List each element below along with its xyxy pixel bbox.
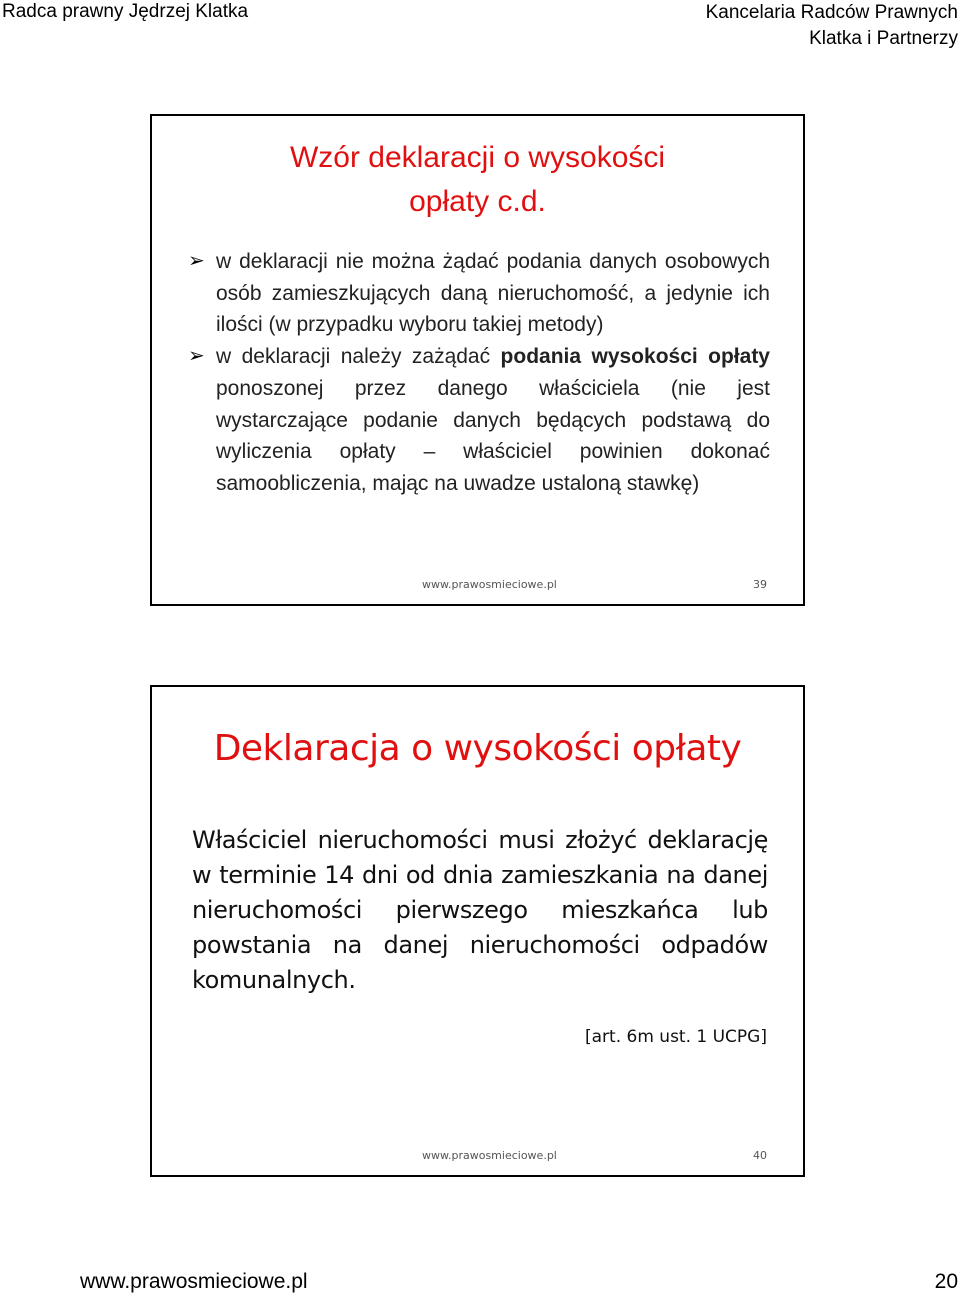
slide-title — [152, 136, 803, 224]
bullet-text-pre: w deklaracji należy zażądać — [216, 345, 501, 369]
arrow-bullet-icon: ➢ — [188, 345, 205, 368]
arrow-bullet-icon: ➢ — [188, 250, 205, 272]
slide-39 — [150, 114, 805, 606]
header-firm — [706, 0, 958, 52]
list-item — [188, 341, 770, 500]
bullet-text: w deklaracji nie można żądać podania danych osobowych osób zamieszkujących daną nieruchomość, a jedynie ich ilości (w przypadku wyboru takiej metody) — [216, 250, 770, 337]
slide-url: www.prawosmieciowe.pl — [422, 1149, 557, 1162]
header-author: Radca prawny Jędrzej Klatka — [2, 1, 249, 22]
slide-page-number: 39 — [753, 578, 767, 591]
slide-title-line2: opłaty c.d. — [409, 185, 546, 218]
bullet-text-post: ponoszonej przez danego właściciela (nie jest wystarczające podanie danych będących podstawą do wyliczenia opłaty – właściciel powinien dokonać samoobliczenia, mając na uwadze ustaloną stawkę) — [216, 376, 770, 495]
slide-footer — [152, 578, 803, 592]
slide-title: Deklaracja o wysokości opłaty — [213, 728, 742, 769]
slide-title-line1: Wzór deklaracji o wysokości — [289, 141, 666, 174]
bullet-list — [188, 246, 770, 500]
slide-40 — [150, 685, 805, 1177]
slide-url: www.prawosmieciowe.pl — [422, 578, 557, 591]
slide-citation: [art. 6m ust. 1 UCPG] — [585, 1027, 767, 1047]
header-firm-line1: Kancelaria Radców Prawnych — [705, 2, 958, 23]
slide-footer — [152, 1149, 803, 1163]
slide-body: Właściciel nieruchomości musi złożyć deklarację w terminie 14 dni od dnia zamieszkania na danej nieruchomości pierwszego mieszkańca lub powstania na danej nieruchomości odpadów komunalnych. — [192, 826, 768, 994]
header-firm-line2: Klatka i Partnerzy — [809, 28, 958, 49]
slide-page-number: 40 — [753, 1149, 767, 1162]
footer-url: www.prawosmieciowe.pl — [80, 1270, 308, 1293]
bullet-text-bold: podania wysokości opłaty — [500, 345, 770, 369]
list-item — [188, 246, 770, 341]
footer-page-number: 20 — [934, 1270, 958, 1293]
